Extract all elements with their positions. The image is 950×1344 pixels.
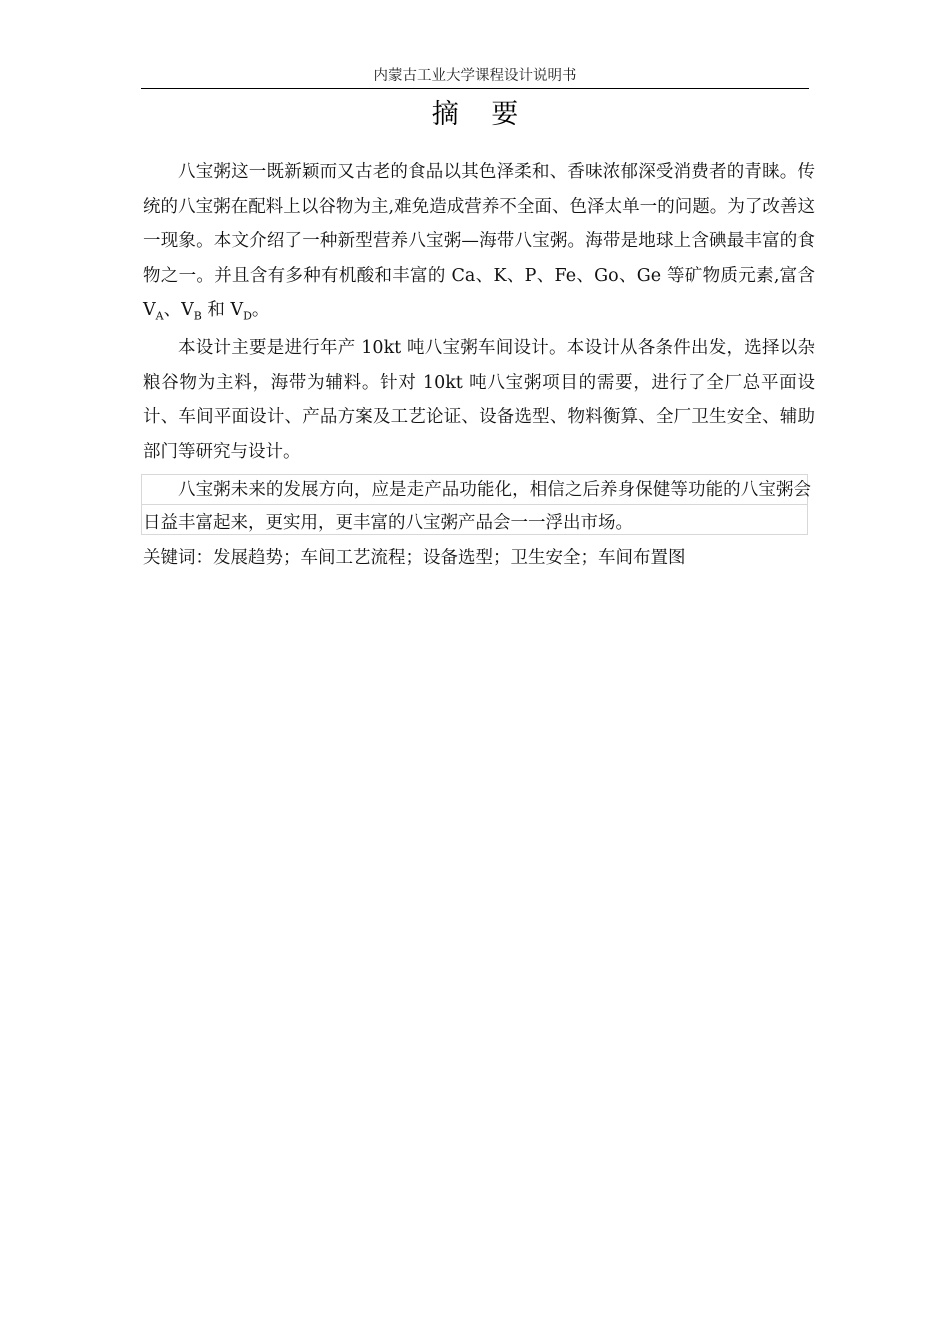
abstract-paragraph-2: 本设计主要是进行年产 10kt 吨八宝粥车间设计。本设计从各条件出发，选择以杂粮谷物为主料，海带为辅料。针对 10kt 吨八宝粥项目的需要，进行了全厂总平面设计、车间平面设计、产品方案及工艺论证、设备选型、物料衡算、全厂卫生安全、辅助部门等研究与设计。	[143, 338, 815, 462]
abstract-paragraph-3: 八宝粥未来的发展方向，应是走产品功能化，相信之后养身保健等功能的八宝粥会日益丰富起来，更实用，更丰富的八宝粥产品会一一浮出市场。	[143, 480, 811, 533]
subscript-a: A	[155, 309, 164, 323]
subscript-b: B	[193, 309, 202, 323]
paragraph-1-text: 八宝粥这一既新颖而又古老的食品以其色泽柔和、香味浓郁深受消费者的青睐。传统的八宝粥在配料上以谷物为主,难免造成营养不全面、色泽太单一的问题。为了改善这一现象。本文介绍了一种新型营养八宝粥—海带八宝粥。海带是地球上含碘最丰富的食物之一。并且含有多种有机酸和丰富的 Ca、K、P、Fe、Go、Ge 等矿物质元素,富含 V	[143, 162, 815, 320]
abstract-paragraph-1	[143, 155, 815, 328]
abstract-title: 摘 要	[431, 99, 531, 130]
paragraph-1-end: 。	[251, 300, 270, 320]
keywords-line: 关键词：发展趋势；车间工艺流程；设备选型；卫生安全；车间布置图	[143, 548, 686, 568]
subscript-d: D	[243, 309, 252, 323]
running-header: 内蒙古工业大学课程设计说明书	[141, 66, 809, 89]
separator-2: 和 V	[201, 300, 244, 320]
separator-1: 、V	[163, 300, 194, 320]
